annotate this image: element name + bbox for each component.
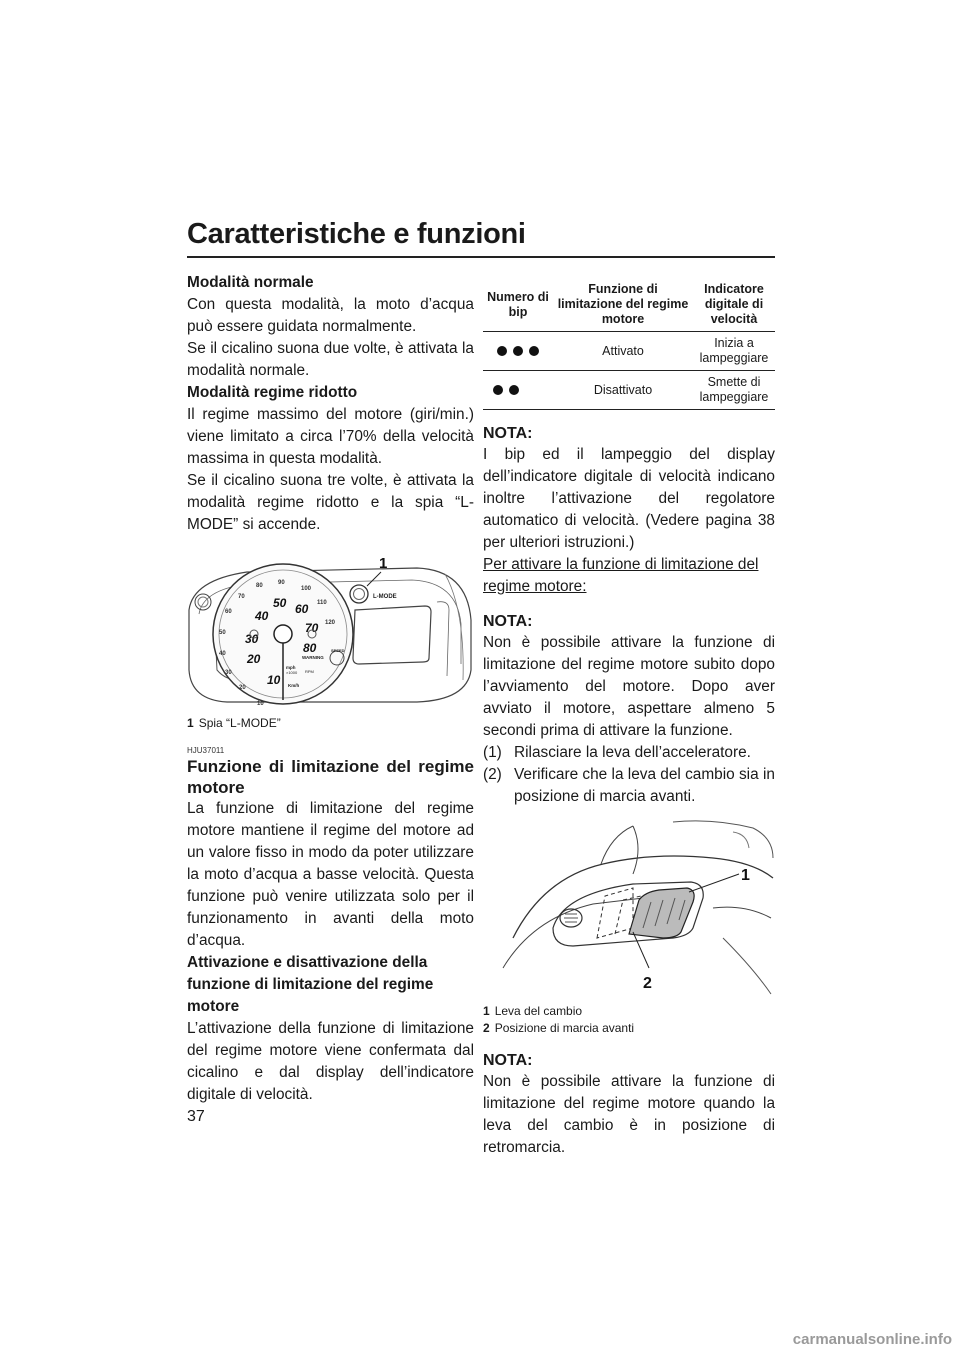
table-row bbox=[483, 371, 775, 410]
indicator-cell: Smette di lampeggiare bbox=[693, 371, 775, 410]
figure2-caption-2 bbox=[483, 1020, 775, 1037]
figure1-callout-1: 1 bbox=[379, 555, 388, 572]
left-column bbox=[187, 272, 474, 1106]
figure2-callout-1: 1 bbox=[741, 867, 750, 884]
right-column bbox=[483, 272, 775, 1159]
inner-tick-30: 30 bbox=[245, 632, 259, 646]
warning-label: WARNING bbox=[302, 655, 324, 660]
figure1-caption bbox=[187, 715, 474, 732]
shift-lever-illustration bbox=[483, 818, 775, 996]
figure2-caption-1 bbox=[483, 1003, 775, 1020]
outer-tick-50: 50 bbox=[219, 630, 226, 636]
lmode-lamp-label: L-MODE bbox=[373, 594, 397, 600]
outer-tick-60: 60 bbox=[225, 609, 232, 615]
nota-1-label: NOTA: bbox=[483, 425, 533, 442]
watermark: carmanualsonline.info bbox=[792, 1331, 952, 1348]
outer-tick-20: 20 bbox=[239, 685, 246, 691]
step-2 bbox=[483, 764, 775, 808]
beep-dots-two bbox=[483, 371, 553, 410]
inner-tick-20: 20 bbox=[247, 652, 261, 666]
header-speed-indicator: Indicatore digitale di velocità bbox=[693, 278, 775, 332]
inner-tick-60: 60 bbox=[295, 602, 309, 616]
table-row bbox=[483, 332, 775, 371]
outer-tick-110: 110 bbox=[317, 600, 327, 606]
outer-tick-100: 100 bbox=[301, 586, 312, 592]
kmh-label: Km/h bbox=[288, 683, 300, 688]
rpm-label: RPM bbox=[305, 669, 314, 674]
outer-tick-90: 90 bbox=[278, 580, 285, 586]
header-limiter-function: Funzione di limitazione del regime motore bbox=[553, 278, 693, 332]
title-rule bbox=[187, 256, 775, 258]
outer-tick-70: 70 bbox=[238, 594, 245, 600]
figure2-caption-1-number: 1 bbox=[483, 1004, 490, 1018]
section-title: Funzione di limitazione del regime motore bbox=[187, 757, 474, 797]
normal-mode-heading: Modalità normale bbox=[187, 274, 314, 291]
nota-1-text: I bip ed il lampeggio del display dell’indicatore digitale di velocità indicano inoltre l’attivazione del regolatore automatico di velocità. (Vedere pagina 38 per ulteriori istruzioni.) bbox=[483, 446, 775, 551]
beep-table bbox=[483, 278, 775, 410]
normal-mode-paragraph-1: Con questa modalità, la moto d’acqua può essere guidata normalmente. bbox=[187, 296, 474, 335]
function-cell: Disattivato bbox=[553, 371, 693, 410]
figure2-caption-2-number: 2 bbox=[483, 1021, 490, 1035]
speedometer-figure bbox=[187, 550, 474, 732]
section-paragraph-1: La funzione di limitazione del regime motore mantiene il regime del motore ad un valore fisso in modo da poter utilizzare la moto d’acqua a basse velocità. Questa funzione può venire utilizzata solo per il funzionamento in avanti della moto d’acqua. bbox=[187, 800, 474, 949]
inner-tick-50: 50 bbox=[273, 596, 287, 610]
inner-tick-40: 40 bbox=[255, 609, 269, 623]
figure1-caption-text: Spia “L-MODE” bbox=[198, 716, 281, 730]
reduced-mode-heading: Modalità regime ridotto bbox=[187, 384, 358, 401]
section-code: HJU37011 bbox=[187, 746, 225, 755]
figure1-caption-number: 1 bbox=[187, 716, 194, 730]
outer-tick-120: 120 bbox=[325, 620, 336, 626]
step-2-text: Verificare che la leva del cambio sia in posizione di marcia avanti. bbox=[514, 766, 775, 805]
step-1 bbox=[483, 742, 775, 764]
outer-tick-40: 40 bbox=[219, 651, 226, 657]
step-1-text: Rilasciare la leva dell’acceleratore. bbox=[514, 744, 751, 761]
table-header-row bbox=[483, 278, 775, 332]
header-beep-count: Numero di bip bbox=[483, 278, 553, 332]
normal-mode-paragraph-2: Se il cicalino suona due volte, è attivata la modalità normale. bbox=[187, 340, 474, 379]
mph-label: mph bbox=[286, 665, 296, 670]
nota-2-label: NOTA: bbox=[483, 613, 533, 630]
figure2-caption-1-text: Leva del cambio bbox=[494, 1004, 583, 1018]
step-2-number: (2) bbox=[483, 766, 502, 783]
page-title: Caratteristiche e funzioni bbox=[187, 218, 526, 250]
shift-lever-figure bbox=[483, 818, 775, 1037]
activation-paragraph: L’attivazione della funzione di limitazione del regime motore viene confermata dal cicalino e dal display dell’indicatore digitale di velocità. bbox=[187, 1020, 474, 1103]
inner-tick-80: 80 bbox=[303, 641, 317, 655]
speedometer-illustration bbox=[187, 550, 474, 708]
outer-tick-30: 30 bbox=[225, 670, 232, 676]
activate-heading: Per attivare la funzione di limitazione del regime motore: bbox=[483, 556, 759, 595]
step-1-number: (1) bbox=[483, 744, 502, 761]
x1000-label: ×1000 bbox=[286, 670, 298, 675]
function-cell: Attivato bbox=[553, 332, 693, 371]
figure2-caption-2-text: Posizione di marcia avanti bbox=[494, 1021, 635, 1035]
inner-tick-70: 70 bbox=[305, 621, 319, 635]
reduced-mode-paragraph-1: Il regime massimo del motore (giri/min.) viene limitato a circa l’70% della velocità massima in questa modalità. bbox=[187, 406, 474, 467]
nota-3-text: Non è possibile attivare la funzione di limitazione del regime motore quando la leva del cambio è in posizione di retromarcia. bbox=[483, 1073, 775, 1156]
page-number: 37 bbox=[187, 1108, 205, 1125]
activation-heading: Attivazione e disattivazione della funzione di limitazione del regime motore bbox=[187, 954, 434, 1015]
speed-label: SPEED bbox=[331, 648, 345, 653]
inner-tick-10: 10 bbox=[267, 673, 281, 687]
indicator-cell: Inizia a lampeggiare bbox=[693, 332, 775, 371]
nota-3-label: NOTA: bbox=[483, 1052, 533, 1069]
figure2-callout-2: 2 bbox=[643, 975, 652, 992]
outer-tick-80: 80 bbox=[256, 583, 263, 589]
reduced-mode-paragraph-2: Se il cicalino suona tre volte, è attivata la modalità regime ridotto e la spia “L-MODE” si accende. bbox=[187, 472, 474, 533]
outer-tick-10: 10 bbox=[257, 701, 264, 707]
beep-dots-three bbox=[483, 332, 553, 371]
nota-2-text: Non è possibile attivare la funzione di limitazione del regime motore subito dopo l’avviamento del motore. Dopo aver avviato il motore, aspettare almeno 5 secondi prima di attivare la funzione. bbox=[483, 634, 775, 739]
